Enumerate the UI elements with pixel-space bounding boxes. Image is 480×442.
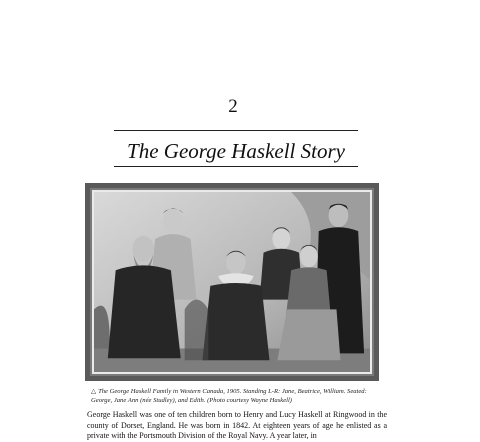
caption-text: The George Haskell Family in Western Canada, 1905. Standing L-R: Jane, Beatrice, William. Seated: George, Jane Ann (née Studley), and Edith. (Photo courtesy Wayne Haskell) [91,388,367,404]
photo-frame [85,183,379,381]
title-rule-bottom [114,166,358,167]
chapter-title: The George Haskell Story [127,139,345,163]
caption-triangle-icon: △ [91,388,97,395]
family-photo [92,190,372,374]
family-photo-image [94,192,370,372]
chapter-number: 2 [228,96,238,117]
title-rule-top [114,130,358,131]
photo-caption [91,388,387,405]
body-paragraph: George Haskell was one of ten children born to Henry and Lucy Haskell at Ringwood in the county of Dorset, England. He was born in 1842. At eighteen years of age he enlisted as a private with the Portsmouth Division of the Royal Navy. A year later, in [87,410,387,440]
